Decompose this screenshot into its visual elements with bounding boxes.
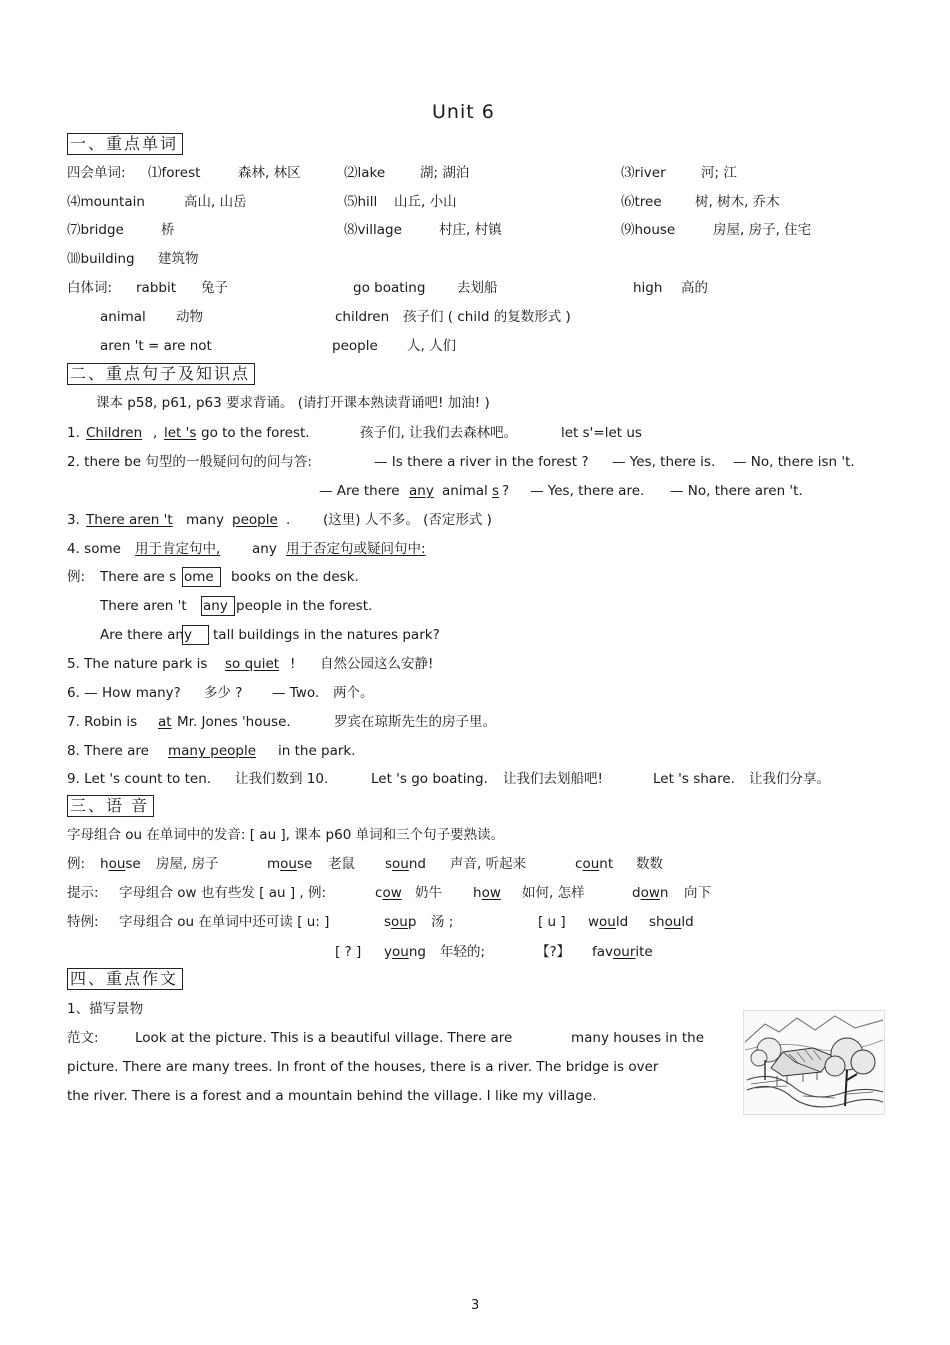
vocab-meaning: 高山, 山岳 xyxy=(184,194,247,210)
vocab-word: animal xyxy=(100,309,146,325)
section-heading-composition: 四、重点作文 xyxy=(67,968,183,990)
vocab-word: ⑶river xyxy=(621,165,666,181)
vocab-word: ⑽building xyxy=(67,251,135,267)
sentence-number: 3. xyxy=(67,512,80,528)
underlined-text: people xyxy=(232,512,278,528)
example-label: 例: xyxy=(67,569,86,585)
sentence-translation: (这里) 人不多。 (否定形式 ) xyxy=(323,512,492,528)
phonics-meaning: 数数 xyxy=(636,856,663,872)
vocab-word: go boating xyxy=(353,280,426,296)
phonics-meaning: 汤 ; xyxy=(431,914,454,930)
sentence-text: Let 's go boating. xyxy=(371,771,488,787)
phonics-word: would xyxy=(588,914,629,930)
page-title: Unit 6 xyxy=(432,101,495,123)
sentence-translation: 让我们去划船吧! xyxy=(503,771,603,787)
vocab-meaning: 村庄, 村镇 xyxy=(439,222,502,238)
sentence-text: 7. Robin is xyxy=(67,714,138,730)
phonics-meaning: 声音, 听起来 xyxy=(450,856,527,872)
vocab-meaning: 人, 人们 xyxy=(407,338,457,354)
sentence-translation: 罗宾在琼斯先生的房子里。 xyxy=(334,714,496,730)
phonics-meaning: 老鼠 xyxy=(328,856,355,872)
sentence-text: any xyxy=(252,541,277,557)
underlined-text: at xyxy=(158,714,172,730)
underlined-text: so quiet xyxy=(225,656,280,672)
sentence-text: 4. some xyxy=(67,541,121,557)
composition-text: Look at the picture. This is a beautiful village. There are xyxy=(135,1030,513,1046)
phonetic-symbol: [ ? ] xyxy=(335,944,362,960)
phonics-word: count xyxy=(575,856,614,872)
section-heading-words: 一、重点单词 xyxy=(67,133,183,155)
phonics-meaning: 如何, 怎样 xyxy=(522,885,585,901)
phonics-word: should xyxy=(649,914,694,930)
vocab-word: people xyxy=(332,338,378,354)
underlined-text: 用于肯定句中, xyxy=(135,541,221,557)
underlined-text: many people xyxy=(168,743,257,759)
phonics-meaning: 年轻的; xyxy=(440,944,486,960)
composition-text: the river. There is a forest and a mountain behind the village. I like my village. xyxy=(67,1088,597,1104)
sentence-note: let s'=let us xyxy=(561,425,642,441)
composition-text: picture. There are many trees. In front of the houses, there is a river. The bridge is over xyxy=(67,1059,659,1075)
vocab-meaning: 动物 xyxy=(176,309,203,325)
sentence-text: There aren 't xyxy=(100,598,187,614)
vocab-word: ⑵lake xyxy=(344,165,386,181)
sentence-text: , xyxy=(153,425,158,441)
underlined-text: 用于否定句或疑问句中: xyxy=(286,541,426,557)
vocab-word: ⑸hill xyxy=(344,194,378,210)
sentence-text: tall buildings in the natures park? xyxy=(213,627,440,643)
vocab-word: ⑼house xyxy=(621,222,676,238)
section-heading-phonics: 三、语 音 xyxy=(67,795,154,817)
sentence-text: 8. There are xyxy=(67,743,149,759)
sentence-translation: 孩子们, 让我们去森林吧。 xyxy=(360,425,518,441)
underlined-text: Children xyxy=(86,425,143,441)
vocab-meaning: 兔子 xyxy=(201,280,228,296)
vocab-meaning: 去划船 xyxy=(457,280,498,296)
page-number: 3 xyxy=(471,1298,480,1313)
boxed-text: ome xyxy=(182,567,221,587)
sentence-text: 2. there be 句型的一般疑问句的问与答: xyxy=(67,454,312,470)
phonics-rule: 字母组合 ow 也有些发 [ au ] , 例: xyxy=(119,885,327,901)
sentence-text: Are there an xyxy=(100,627,184,643)
sentence-text: . xyxy=(286,512,291,528)
sentence-text: Let 's share. xyxy=(653,771,735,787)
sentence-translation: 让我们数到 10. xyxy=(235,771,329,787)
sentence-text: books on the desk. xyxy=(231,569,359,585)
recitation-note: 课本 p58, p61, p63 要求背诵。 (请打开课本熟读背诵吧! 加油! ) xyxy=(96,395,490,411)
phonetic-symbol: 【?】 xyxy=(536,944,571,960)
phonics-meaning: 奶牛 xyxy=(415,885,442,901)
underlined-text: There aren 't xyxy=(86,512,173,528)
phonetic-symbol: [ u ] xyxy=(538,914,566,930)
vocab-word: ⑷mountain xyxy=(67,194,145,210)
vocab-word: rabbit xyxy=(136,280,177,296)
underlined-text: s xyxy=(492,483,500,499)
sentence-text: many xyxy=(186,512,224,528)
vocab-meaning: 高的 xyxy=(681,280,708,296)
vocab-word: ⑻village xyxy=(344,222,402,238)
sentence-text: Mr. Jones 'house. xyxy=(177,714,291,730)
sentence-number: 1. xyxy=(67,425,80,441)
composition-text: many houses in the xyxy=(571,1030,705,1046)
phonics-word: soup xyxy=(384,914,417,930)
phonics-word: cow xyxy=(375,885,402,901)
phonics-word: mouse xyxy=(267,856,313,872)
sentence-translation: 让我们分享。 xyxy=(749,771,830,787)
phonics-word: favourite xyxy=(592,944,653,960)
sentence-text: 5. The nature park is xyxy=(67,656,208,672)
sentence-text: — Two. xyxy=(272,685,320,701)
special-label: 特例: xyxy=(67,914,99,930)
vocab-word: ⑴forest xyxy=(148,165,201,181)
sentence-translation: 自然公园这么安静! xyxy=(320,656,434,672)
phonics-meaning: 房屋, 房子 xyxy=(156,856,219,872)
vocab-word: ⑹tree xyxy=(621,194,662,210)
phonics-word: down xyxy=(632,885,669,901)
composition-subtitle: 1、描写景物 xyxy=(67,1001,144,1017)
vocab-word: children xyxy=(335,309,390,325)
vocab-meaning: 山丘, 小山 xyxy=(394,194,457,210)
sentence-text: — Are there xyxy=(319,483,400,499)
vocab-meaning: 森林, 林区 xyxy=(238,165,301,181)
sentence-text: go to the forest. xyxy=(201,425,310,441)
sentence-text: people in the forest. xyxy=(236,598,373,614)
vocab-word: aren 't = are not xyxy=(100,338,212,354)
sentence-text: There are s xyxy=(100,569,177,585)
sentence-text: animal xyxy=(442,483,488,499)
section-heading-sentences: 二、重点句子及知识点 xyxy=(67,363,255,385)
sentence-text: 6. — How many? xyxy=(67,685,181,701)
vocab-lead: 四会单词: xyxy=(67,165,126,181)
sample-label: 范文: xyxy=(67,1030,99,1046)
underlined-text: let 's xyxy=(164,425,197,441)
phonics-word: sound xyxy=(385,856,427,872)
vocab-meaning: 孩子们 ( child 的复数形式 ) xyxy=(403,309,571,325)
underlined-text: any xyxy=(409,483,434,499)
sentence-text: 9. Let 's count to ten. xyxy=(67,771,212,787)
sentence-text: ! xyxy=(290,656,296,672)
sentence-translation: 两个。 xyxy=(333,685,374,701)
sentence-text: in the park. xyxy=(278,743,356,759)
tip-label: 提示: xyxy=(67,885,99,901)
phonics-rule: 字母组合 ou 在单词中还可读 [ u: ] xyxy=(119,914,330,930)
village-illustration xyxy=(743,1010,885,1115)
sentence-text: — Yes, there is. xyxy=(612,454,716,470)
boxed-text: any xyxy=(201,596,235,616)
boxed-text: y xyxy=(182,625,209,645)
phonics-rule: 字母组合 ou 在单词中的发音: [ au ], 课本 p60 单词和三个句子要熟读。 xyxy=(67,827,505,843)
sentence-text: — Is there a river in the forest ? xyxy=(374,454,589,470)
sentence-text: — No, there isn 't. xyxy=(733,454,855,470)
vocab-meaning: 建筑物 xyxy=(158,251,199,267)
phonics-meaning: 向下 xyxy=(684,885,711,901)
sentence-text: — Yes, there are. xyxy=(530,483,645,499)
phonics-word: how xyxy=(473,885,501,901)
vocab-lead: 白体词: xyxy=(67,280,113,296)
vocab-meaning: 房屋, 房子, 住宅 xyxy=(713,222,812,238)
vocab-word: high xyxy=(633,280,663,296)
phonics-word: house xyxy=(100,856,141,872)
phonics-word: young xyxy=(384,944,426,960)
vocab-meaning: 树, 树木, 乔木 xyxy=(695,194,780,210)
sentence-text: — No, there aren 't. xyxy=(670,483,803,499)
sentence-translation: 多少 ? xyxy=(204,685,243,701)
vocab-word: ⑺bridge xyxy=(67,222,124,238)
example-label: 例: xyxy=(67,856,86,872)
sentence-text: ? xyxy=(502,483,510,499)
vocab-meaning: 桥 xyxy=(161,222,175,238)
vocab-meaning: 湖; 湖泊 xyxy=(420,165,470,181)
vocab-meaning: 河; 江 xyxy=(701,165,737,181)
